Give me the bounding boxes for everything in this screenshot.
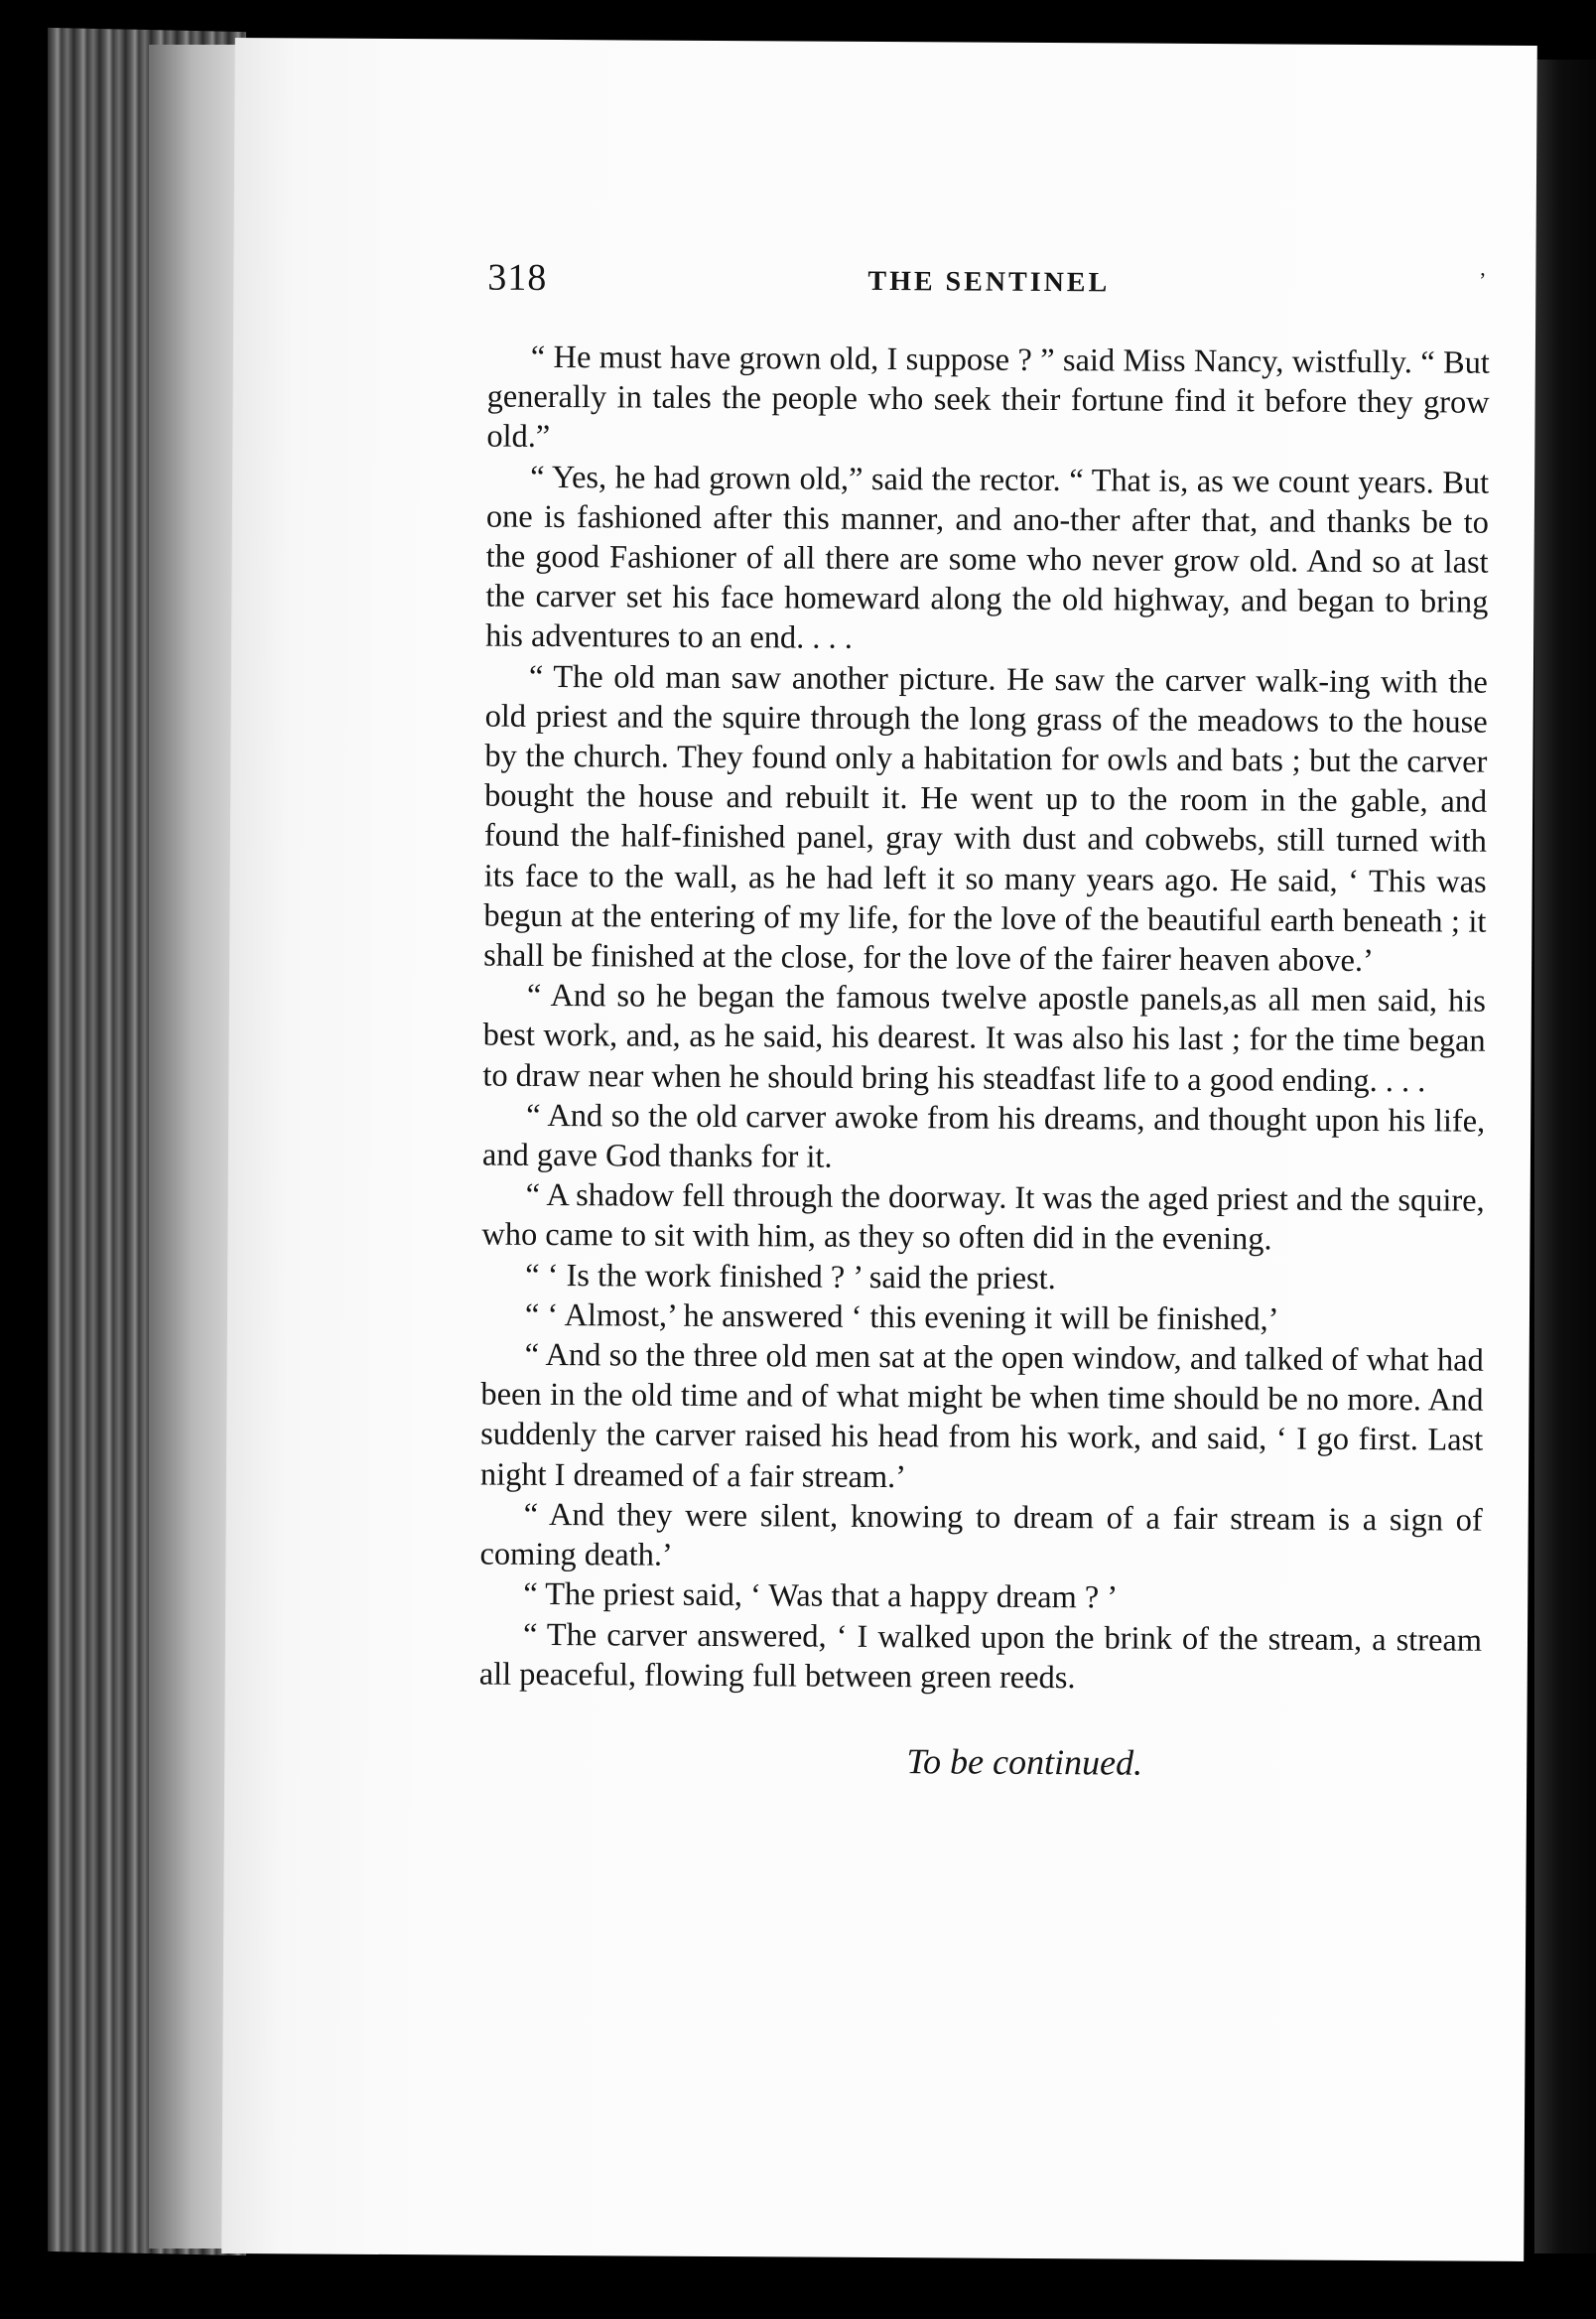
paragraph: “ ‘ Is the work finished ? ’ said the priest. bbox=[525, 1257, 1056, 1296]
paragraph: “ A shadow fell through the doorway. It was the aged priest and the squire, who came to sit with him, as they so often did in the evening. bbox=[481, 1177, 1485, 1258]
paragraph: “ And so he began the famous twelve apostle panels,as all men said, his best work, and, as he said, his dearest. It was also his last ; for the time began to draw near when he should bring his steadfast life to a good ending. . . . bbox=[482, 978, 1487, 1100]
right-binding-shadow bbox=[1534, 60, 1596, 2253]
paragraph: “ He must have grown old, I suppose ? ” said Miss Nancy, wistfully. “ But generally in tales the people who seek their fortune find it before they grow old.” bbox=[486, 339, 1490, 456]
paragraph: “ And they were silent, knowing to dream of a fair stream is a sign of coming death.’ bbox=[479, 1496, 1483, 1573]
paragraph: “ Yes, he had grown old,” said the rector. “ That is, as we count years. But one is fashioned after this manner, and ano-ther after that, and thanks be to the good Fashioner of all there are some who never grow old. And so at last the carver set his face homeward along the old highway, and began to bring his adventures to an end. . . . bbox=[485, 459, 1490, 657]
paragraph: “ And so the three old men sat at the open window, and talked of what had been in the old time and of what might be when time should be no more. And suddenly the carver raised his head from his work, and said, ‘ I go first. Last night I dreamed of a fair stream.’ bbox=[479, 1336, 1484, 1495]
paragraph: “ The priest said, ‘ Was that a happy dream ? ’ bbox=[523, 1576, 1119, 1616]
book-page bbox=[221, 38, 1537, 2261]
header-mark: ’ bbox=[1478, 267, 1487, 293]
page-header bbox=[487, 256, 1490, 322]
body-text bbox=[479, 338, 1490, 1701]
paragraph: “ And so the old carver awoke from his dreams, and thought upon his life, and gave God thanks for it. bbox=[481, 1097, 1486, 1175]
paragraph: “ The carver answered, ‘ I walked upon the brink of the stream, a stream all peaceful, flowing full between green reeds. bbox=[478, 1616, 1483, 1696]
paragraph: “ The old man saw another picture. He saw the carver walk-ing with the old priest and the squire through the long grass of the meadows to the house by the church. They found only a habitation for owls and bats ; but the carver bought the house and rebuilt it. He went up to the room in the gable, and found the half-finished panel, gray with dust and cobwebs, still turned with its face to the wall, as he had left it so many years ago. He said, ‘ This was begun at the entering of my life, for the love of the beautiful earth beneath ; it shall be finished at the close, for the love of the fairer heaven above.’ bbox=[483, 658, 1488, 980]
paragraph: “ ‘ Almost,’ he answered ‘ this evening it will be finished,’ bbox=[524, 1296, 1279, 1338]
running-title: THE SENTINEL bbox=[867, 265, 1111, 299]
page-content bbox=[478, 256, 1490, 1786]
page-number: 318 bbox=[487, 256, 548, 299]
to-be-continued: To be continued. bbox=[906, 1741, 1143, 1783]
